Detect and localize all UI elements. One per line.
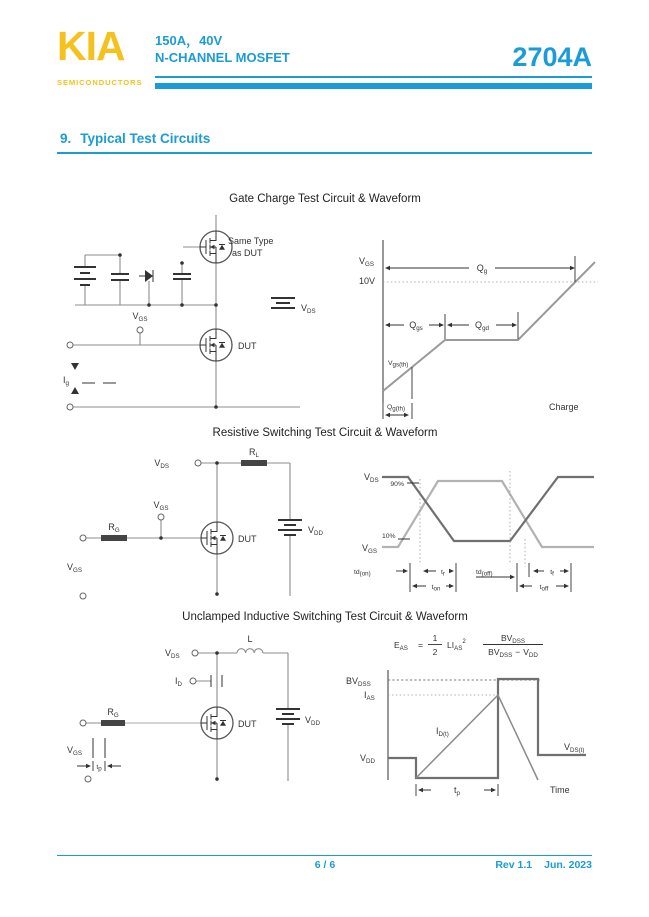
- source-terminal: [80, 593, 86, 599]
- vdd-label: $V_{DD}$: [305, 715, 320, 727]
- vgs-trace: [382, 481, 594, 547]
- device-type: N-CHANNEL MOSFET: [155, 50, 290, 65]
- vgs-terminal: [158, 514, 164, 520]
- vdd-label: $V_{DD}$: [308, 525, 323, 537]
- eas-term: $E_{AS}$: [394, 640, 408, 652]
- vdd-label: $V_{DD}$: [360, 753, 375, 765]
- section-heading: [60, 131, 210, 146]
- p90-label: 90%: [390, 481, 404, 488]
- vds-t-label: $V_{DS(t)}$: [564, 742, 585, 754]
- fraction-denominator: $BV_{DSS} - V_{DD}$: [488, 647, 538, 659]
- tp-dimension: [416, 784, 498, 797]
- gate-pulse-symbol: [93, 738, 105, 758]
- gate-terminal: [67, 342, 73, 348]
- inductive-waveform: [338, 628, 625, 813]
- ias-label: $I_{AS}$: [364, 690, 375, 702]
- qgs-label: $Q_{gs}$: [409, 320, 423, 332]
- p10-label: 10%: [382, 533, 396, 540]
- rg-label: $R_G$: [107, 707, 119, 719]
- tp-label: tp: [96, 764, 102, 773]
- vgsth-label: Vgs(th): [388, 360, 409, 369]
- resistive-circuit: [55, 446, 345, 608]
- part-number: 2704A: [512, 42, 592, 72]
- mosfet-dut: [201, 522, 233, 554]
- vdd-battery-symbol: [278, 520, 302, 535]
- l-label: L: [247, 634, 253, 644]
- rl-resistor: [241, 460, 267, 466]
- mosfet-dut: [201, 707, 233, 739]
- id-trace: [416, 695, 538, 780]
- as-dut-label: as DUT: [232, 248, 263, 258]
- device-rating: 150A，40V: [155, 33, 223, 48]
- footer-revision: [483, 859, 592, 871]
- gate-terminal: [80, 535, 86, 541]
- id-t-label: $I_{D(t)}$: [436, 726, 449, 738]
- dut-label: DUT: [238, 719, 257, 729]
- qgd-dimension: [447, 312, 518, 339]
- rl-label: $R_L$: [249, 447, 259, 459]
- resistive-title: Resistive Switching Test Circuit & Waveform: [212, 427, 438, 439]
- id-label: $I_D$: [175, 676, 182, 688]
- toff-label: toff: [539, 584, 549, 593]
- vds-label: $V_{DS}$: [301, 303, 316, 315]
- vds-terminal: [192, 650, 198, 656]
- footer-rule: [57, 855, 592, 856]
- header-rule-thick: [155, 83, 592, 89]
- vgs-axis-label: $V_{GS}$: [359, 256, 374, 268]
- revision-date: Jun. 2023: [544, 859, 592, 871]
- vds-label: $V_{DS}$: [154, 458, 169, 470]
- same-type-label: Same Type: [228, 236, 274, 246]
- gate-charge-title: Gate Charge Test Circuit & Waveform: [229, 193, 421, 205]
- vgs-label: $V_{GS}$: [132, 311, 148, 323]
- brand-logo: KIA: [57, 23, 125, 69]
- capacitor2-symbol: [173, 274, 191, 279]
- resistive-waveform: [352, 455, 607, 605]
- eas-formula: [394, 633, 543, 659]
- section-title: Typical Test Circuits: [80, 131, 211, 146]
- qgd-label: $Q_{gd}$: [475, 320, 489, 332]
- ten-volt-label: 10V: [359, 276, 376, 286]
- qgs-dimension: [385, 314, 445, 339]
- vgs-trace-label: $V_{GS}$: [362, 543, 377, 555]
- inductor-symbol: [237, 649, 263, 653]
- timing-dimensions: [354, 563, 571, 593]
- gate-terminal: [80, 720, 86, 726]
- qg-label: $Q_g$: [476, 263, 488, 275]
- vgs-label: $V_{GS}$: [153, 500, 169, 512]
- rg-label: $R_G$: [108, 522, 120, 534]
- mosfet-dut: [200, 329, 232, 361]
- brand-logo-subtext: SEMICONDUCTORS: [57, 78, 143, 87]
- vdd-battery-symbol: [276, 709, 300, 724]
- charge-axis-label: Charge: [549, 402, 579, 412]
- dut-label: DUT: [238, 534, 257, 544]
- ton-label: ton: [431, 584, 441, 593]
- vds-trace-label: $V_{DS}$: [364, 472, 379, 484]
- qg-dimension: [385, 256, 575, 282]
- fraction-numerator: $BV_{DSS}$: [500, 633, 526, 645]
- time-axis-label: Time: [550, 785, 570, 795]
- vgs-terminal: [137, 327, 143, 333]
- vgs-label: $V_{GS}$: [67, 745, 82, 757]
- li-squared-term: $LI_{AS}^2$: [447, 638, 466, 652]
- id-terminal: [190, 678, 196, 684]
- ig-current-source: [71, 363, 116, 394]
- inductive-circuit: [55, 623, 345, 813]
- tp-label: $t_p$: [454, 785, 460, 797]
- tp-dimension: [77, 761, 121, 773]
- section-underline: [57, 152, 592, 154]
- capacitor-symbol: [111, 274, 129, 280]
- tf-label: tf: [550, 569, 554, 578]
- td-off-label: td(off): [476, 569, 493, 578]
- header-device-info: [155, 32, 290, 66]
- vgs-source-label: $V_{GS}$: [67, 562, 82, 574]
- vds-battery-symbol: [271, 298, 295, 308]
- tr-label: tr: [441, 569, 445, 578]
- diode-symbol: [139, 270, 153, 282]
- qgth-dimension: [383, 367, 412, 419]
- inductive-title: Unclamped Inductive Switching Test Circuit & Waveform: [182, 611, 468, 623]
- ig-label: $I_g$: [63, 375, 69, 387]
- td-on-label: td(on): [354, 569, 371, 578]
- vds-label: $V_{DS}$: [165, 648, 180, 660]
- qgth-label: Qg(th): [387, 404, 406, 413]
- source-terminal: [67, 404, 73, 410]
- battery-symbol: [74, 267, 96, 285]
- vds-trace: [382, 477, 594, 541]
- gate-charge-waveform: [355, 226, 610, 421]
- header-rule-thin: [155, 76, 592, 78]
- rg-resistor: [101, 720, 125, 726]
- section-number: 9.: [60, 131, 72, 146]
- half-numerator: 1: [432, 633, 438, 643]
- vds-trace: [388, 679, 586, 778]
- bvdss-label: $BV_{DSS}$: [346, 676, 371, 688]
- half-denominator: 2: [432, 647, 438, 657]
- gate-charge-circuit: [55, 213, 345, 425]
- rg-resistor: [101, 535, 127, 541]
- equals-sign: =: [418, 640, 423, 650]
- source-terminal: [85, 776, 91, 782]
- vds-terminal: [195, 460, 201, 466]
- revision-label: Rev 1.1: [495, 859, 533, 871]
- dut-label: DUT: [238, 341, 257, 351]
- footer-page-number: 6 / 6: [314, 859, 336, 871]
